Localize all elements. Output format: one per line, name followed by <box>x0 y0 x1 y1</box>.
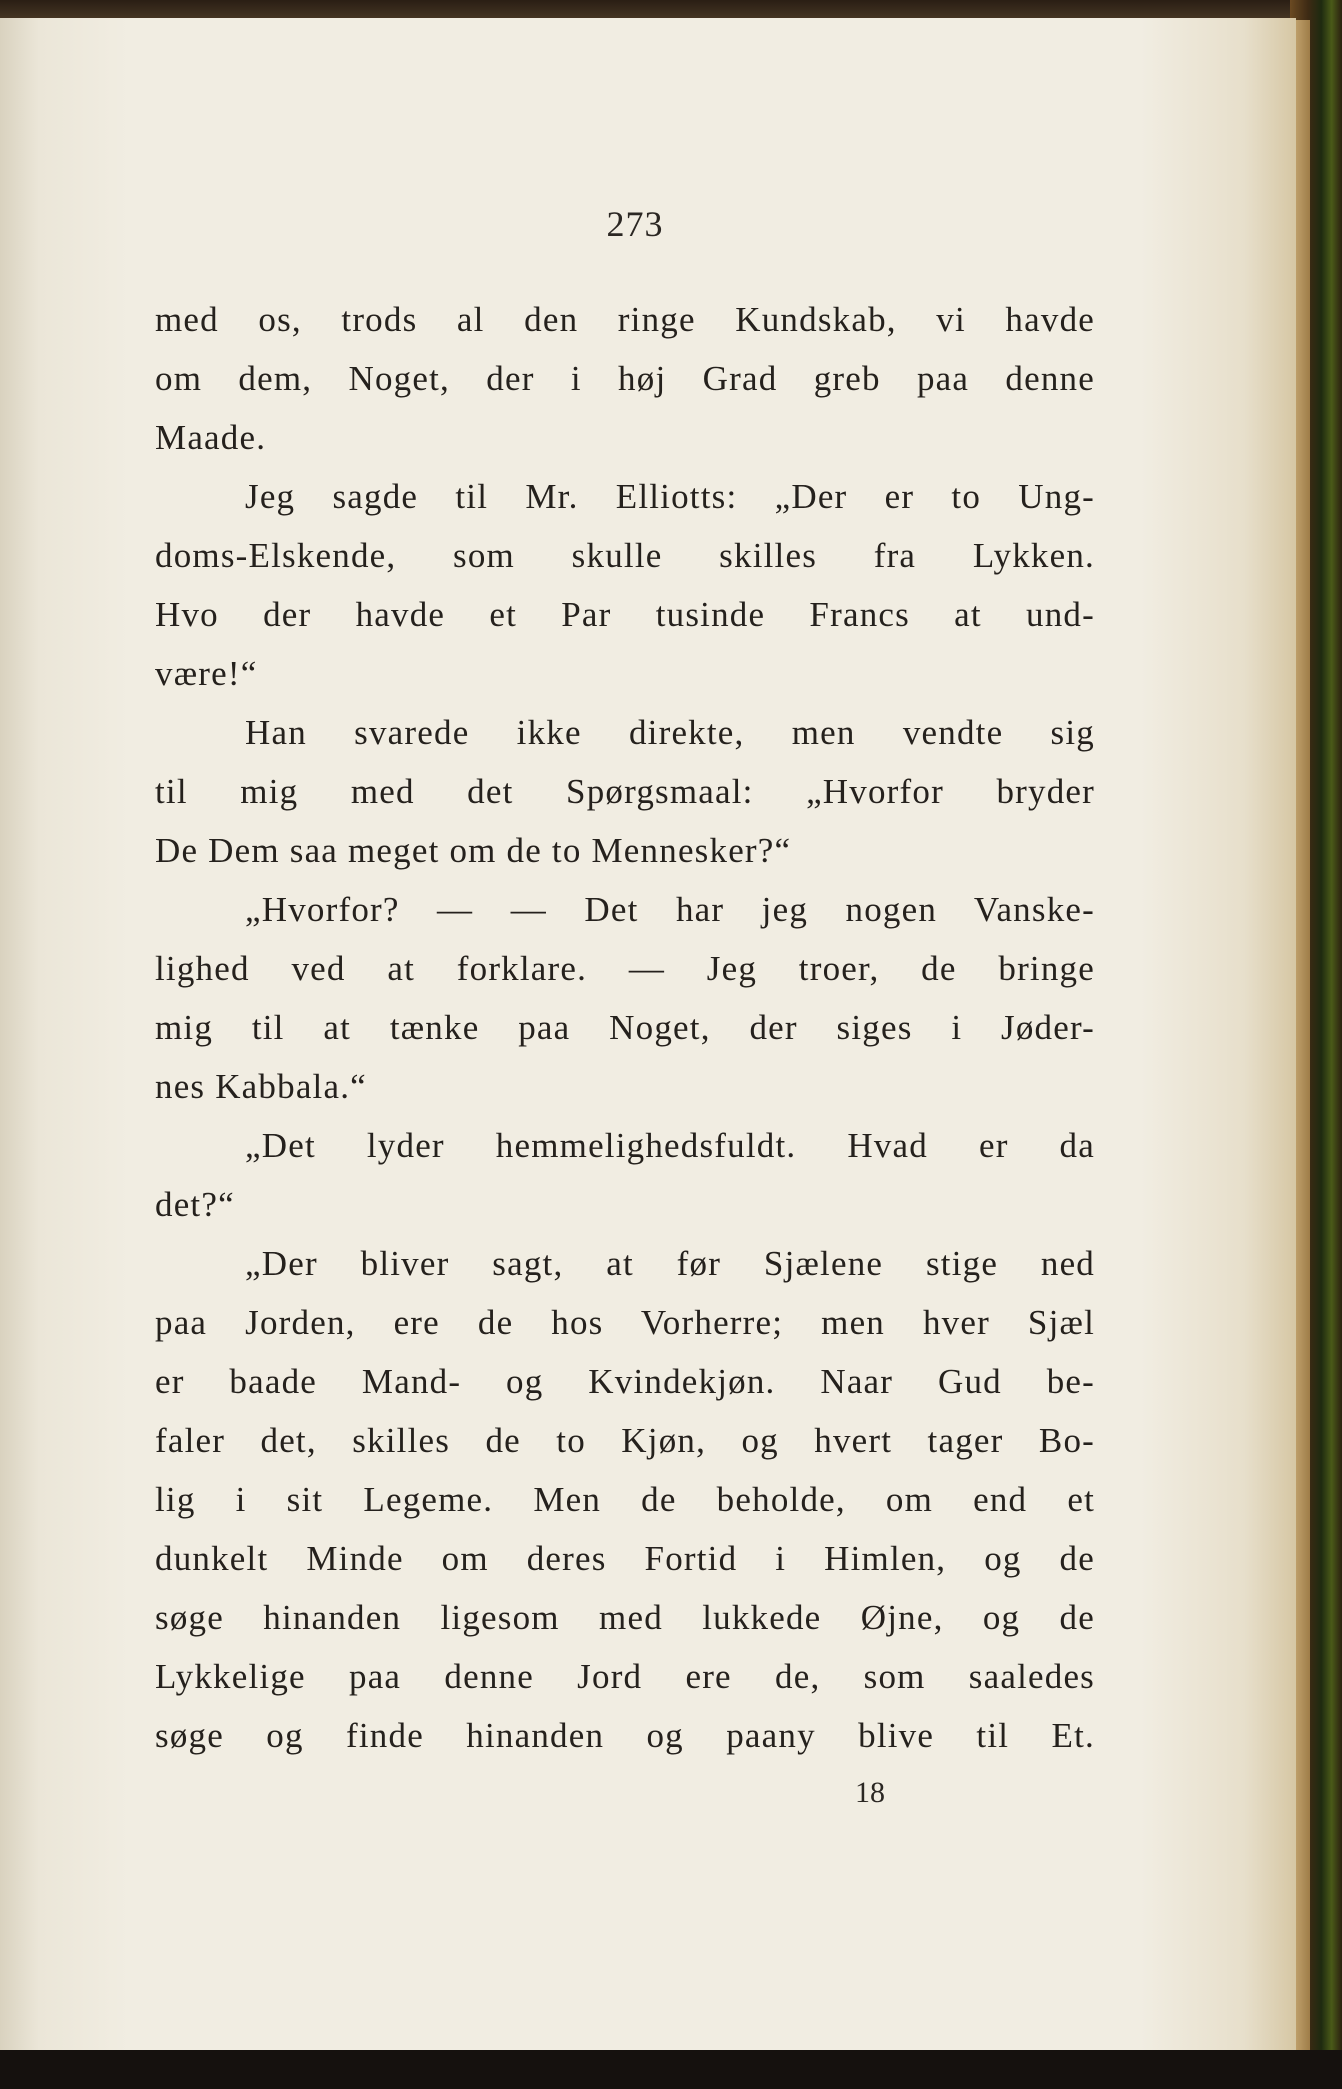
text-line: søge hinanden ligesom med lukkede Øjne, og de <box>155 1598 1095 1637</box>
text-line: „Det lyder hemmelighedsfuldt. Hvad er da <box>245 1126 1095 1165</box>
body-text <box>155 290 1095 1765</box>
text-line: mig til at tænke paa Noget, der siges i Jøder- <box>155 1008 1095 1047</box>
text-line: søge og finde hinanden og paany blive til Et. <box>155 1716 1095 1755</box>
signature-mark: 18 <box>855 1776 885 1809</box>
text-line: dunkelt Minde om deres Fortid i Himlen, og de <box>155 1539 1095 1578</box>
text-line: Lykkelige paa denne Jord ere de, som saaledes <box>155 1657 1095 1696</box>
text-line: Maade. <box>155 418 267 457</box>
text-line: doms-Elskende, som skulle skilles fra Lykken. <box>155 536 1095 575</box>
text-line: det?“ <box>155 1185 235 1224</box>
text-line: om dem, Noget, der i høj Grad greb paa denne <box>155 359 1095 398</box>
text-line: lighed ved at forklare. — Jeg troer, de bringe <box>155 949 1095 988</box>
text-line: „Der bliver sagt, at før Sjælene stige ned <box>245 1244 1095 1283</box>
text-line: Han svarede ikke direkte, men vendte sig <box>245 713 1095 752</box>
book-page <box>0 18 1296 2055</box>
page-number: 273 <box>606 204 664 244</box>
text-line: nes Kabbala.“ <box>155 1067 367 1106</box>
book-bottom-edge <box>0 2050 1342 2089</box>
text-line: med os, trods al den ringe Kundskab, vi havde <box>155 300 1095 339</box>
text-line: „Hvorfor? — — Det har jeg nogen Vanske- <box>245 890 1095 929</box>
text-line: faler det, skilles de to Kjøn, og hvert tager Bo- <box>155 1421 1095 1460</box>
text-line: Jeg sagde til Mr. Elliotts: „Der er to Ung- <box>245 477 1095 516</box>
text-line: De Dem saa meget om de to Mennesker?“ <box>155 831 792 870</box>
text-line: er baade Mand- og Kvindekjøn. Naar Gud be- <box>155 1362 1095 1401</box>
text-line: til mig med det Spørgsmaal: „Hvorfor bryder <box>155 772 1095 811</box>
text-line: lig i sit Legeme. Men de beholde, om end et <box>155 1480 1095 1519</box>
text-line: paa Jorden, ere de hos Vorherre; men hver Sjæl <box>155 1303 1095 1342</box>
text-line: være!“ <box>155 654 258 693</box>
text-line: Hvo der havde et Par tusinde Francs at und- <box>155 595 1095 634</box>
